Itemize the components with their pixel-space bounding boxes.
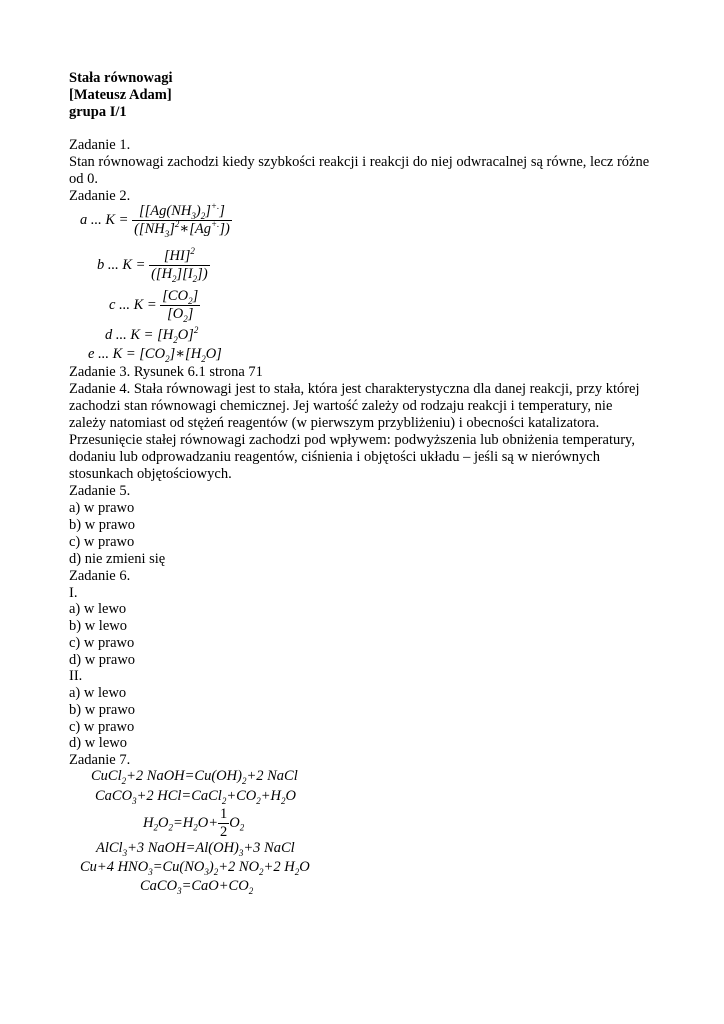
reaction-6: $CaCO_3=CaO+CO_2$ — [140, 878, 254, 896]
equation-label: e — [88, 346, 95, 362]
task1-line: od 0. — [69, 171, 98, 187]
task3-text: Zadanie 3. Rysunek 6.1 strona 71 — [69, 364, 263, 380]
task6-answer: d) w prawo — [69, 652, 136, 668]
task6-answer: c) w prawo — [69, 635, 135, 651]
document-title: Stała równowagi — [69, 70, 173, 86]
task6-heading: Zadanie 6. — [69, 568, 131, 584]
task7-heading: Zadanie 7. — [69, 752, 131, 768]
task6-part2-label: II. — [69, 668, 83, 684]
task5-answer: c) w prawo — [69, 534, 135, 550]
equation-d: d ... $K = [H_2O]^2$ — [105, 325, 199, 345]
task4-line: zachodzi stan równowagi chemicznej. Jej wartość zależy od rodzaju reakcji i temperatury, nie — [69, 398, 613, 414]
equation-label: d — [105, 327, 113, 343]
group-line: grupa I/1 — [69, 104, 127, 120]
equation-label: a — [80, 211, 88, 228]
task4-line: Przesunięcie stałej równowagi zachodzi pod wpływem: podwyższenia lub obniżenia temperatury, — [69, 432, 635, 448]
reaction-4: AlCl$_3$+3 $NaOH=Al(OH)_3+3$ NaCl — [96, 840, 295, 858]
equation-label: c — [109, 296, 116, 313]
equation-b: b ... K = $\frac{[HI]^2}{([H_2][I_2])}$ — [97, 246, 208, 284]
author-line: [Mateusz Adam] — [69, 87, 172, 103]
task6-answer: a) w lewo — [69, 685, 127, 701]
reaction-5: Cu+4 $HNO_3=Cu(NO_3)_2+2$ $NO_2+2$ $H_2O$ — [80, 859, 310, 877]
equation-e: e ... $K = [CO_2]∗[H_2O]$ — [88, 346, 222, 364]
equation-c: c ... K = $\frac{[CO_2]}{[O_2]}$ — [109, 288, 199, 324]
task5-heading: Zadanie 5. — [69, 483, 131, 499]
task4-line: stosunkach objętościowych. — [69, 466, 232, 482]
task5-answer: a) w prawo — [69, 500, 135, 516]
task2-heading: Zadanie 2. — [69, 188, 131, 204]
equation-a: a ... K = $\frac{[[Ag(NH_3)_2]^{+.}]}{([NH_3]^2∗[Ag^{+.}])}$ — [80, 201, 230, 239]
task1-line: Stan równowagi zachodzi kiedy szybkości reakcji i reakcji do niej odwracalnej są równe, lecz różne — [69, 154, 650, 170]
task6-answer: b) w prawo — [69, 702, 136, 718]
task6-answer: c) w prawo — [69, 719, 135, 735]
task5-answer: b) w prawo — [69, 517, 136, 533]
task6-part1-label: I. — [69, 585, 78, 601]
task1-heading: Zadanie 1. — [69, 137, 131, 153]
reaction-1: CuCl$_2$+2 $NaOH=Cu(OH)_2+2$ NaCl — [91, 768, 298, 786]
task4-line: zależy natomiast od stężeń reagentów (w pierwszym przybliżeniu) i obecności katalizatora. — [69, 415, 600, 431]
equation-label: b — [97, 256, 105, 273]
task4-line: dodaniu lub odprowadzaniu reagentów, ciśnienia i objętości układu – jeśli są w nierównych — [69, 449, 600, 465]
task4-line: Zadanie 4. Stała równowagi jest to stała, która jest charakterystyczna dla danej reakcji, przy której — [69, 381, 640, 397]
task5-answer: d) nie zmieni się — [69, 551, 166, 567]
task6-answer: b) w lewo — [69, 618, 127, 634]
reaction-3: $H_2O_2=H_2O+$ $\frac{1}{2}$ $O_2$ — [143, 806, 245, 840]
task6-answer: a) w lewo — [69, 601, 127, 617]
task6-answer: d) w lewo — [69, 735, 127, 751]
reaction-2: CaCO$_3$+2 $HCl=CaCl_2+CO_2+H_2O$ — [95, 788, 297, 806]
